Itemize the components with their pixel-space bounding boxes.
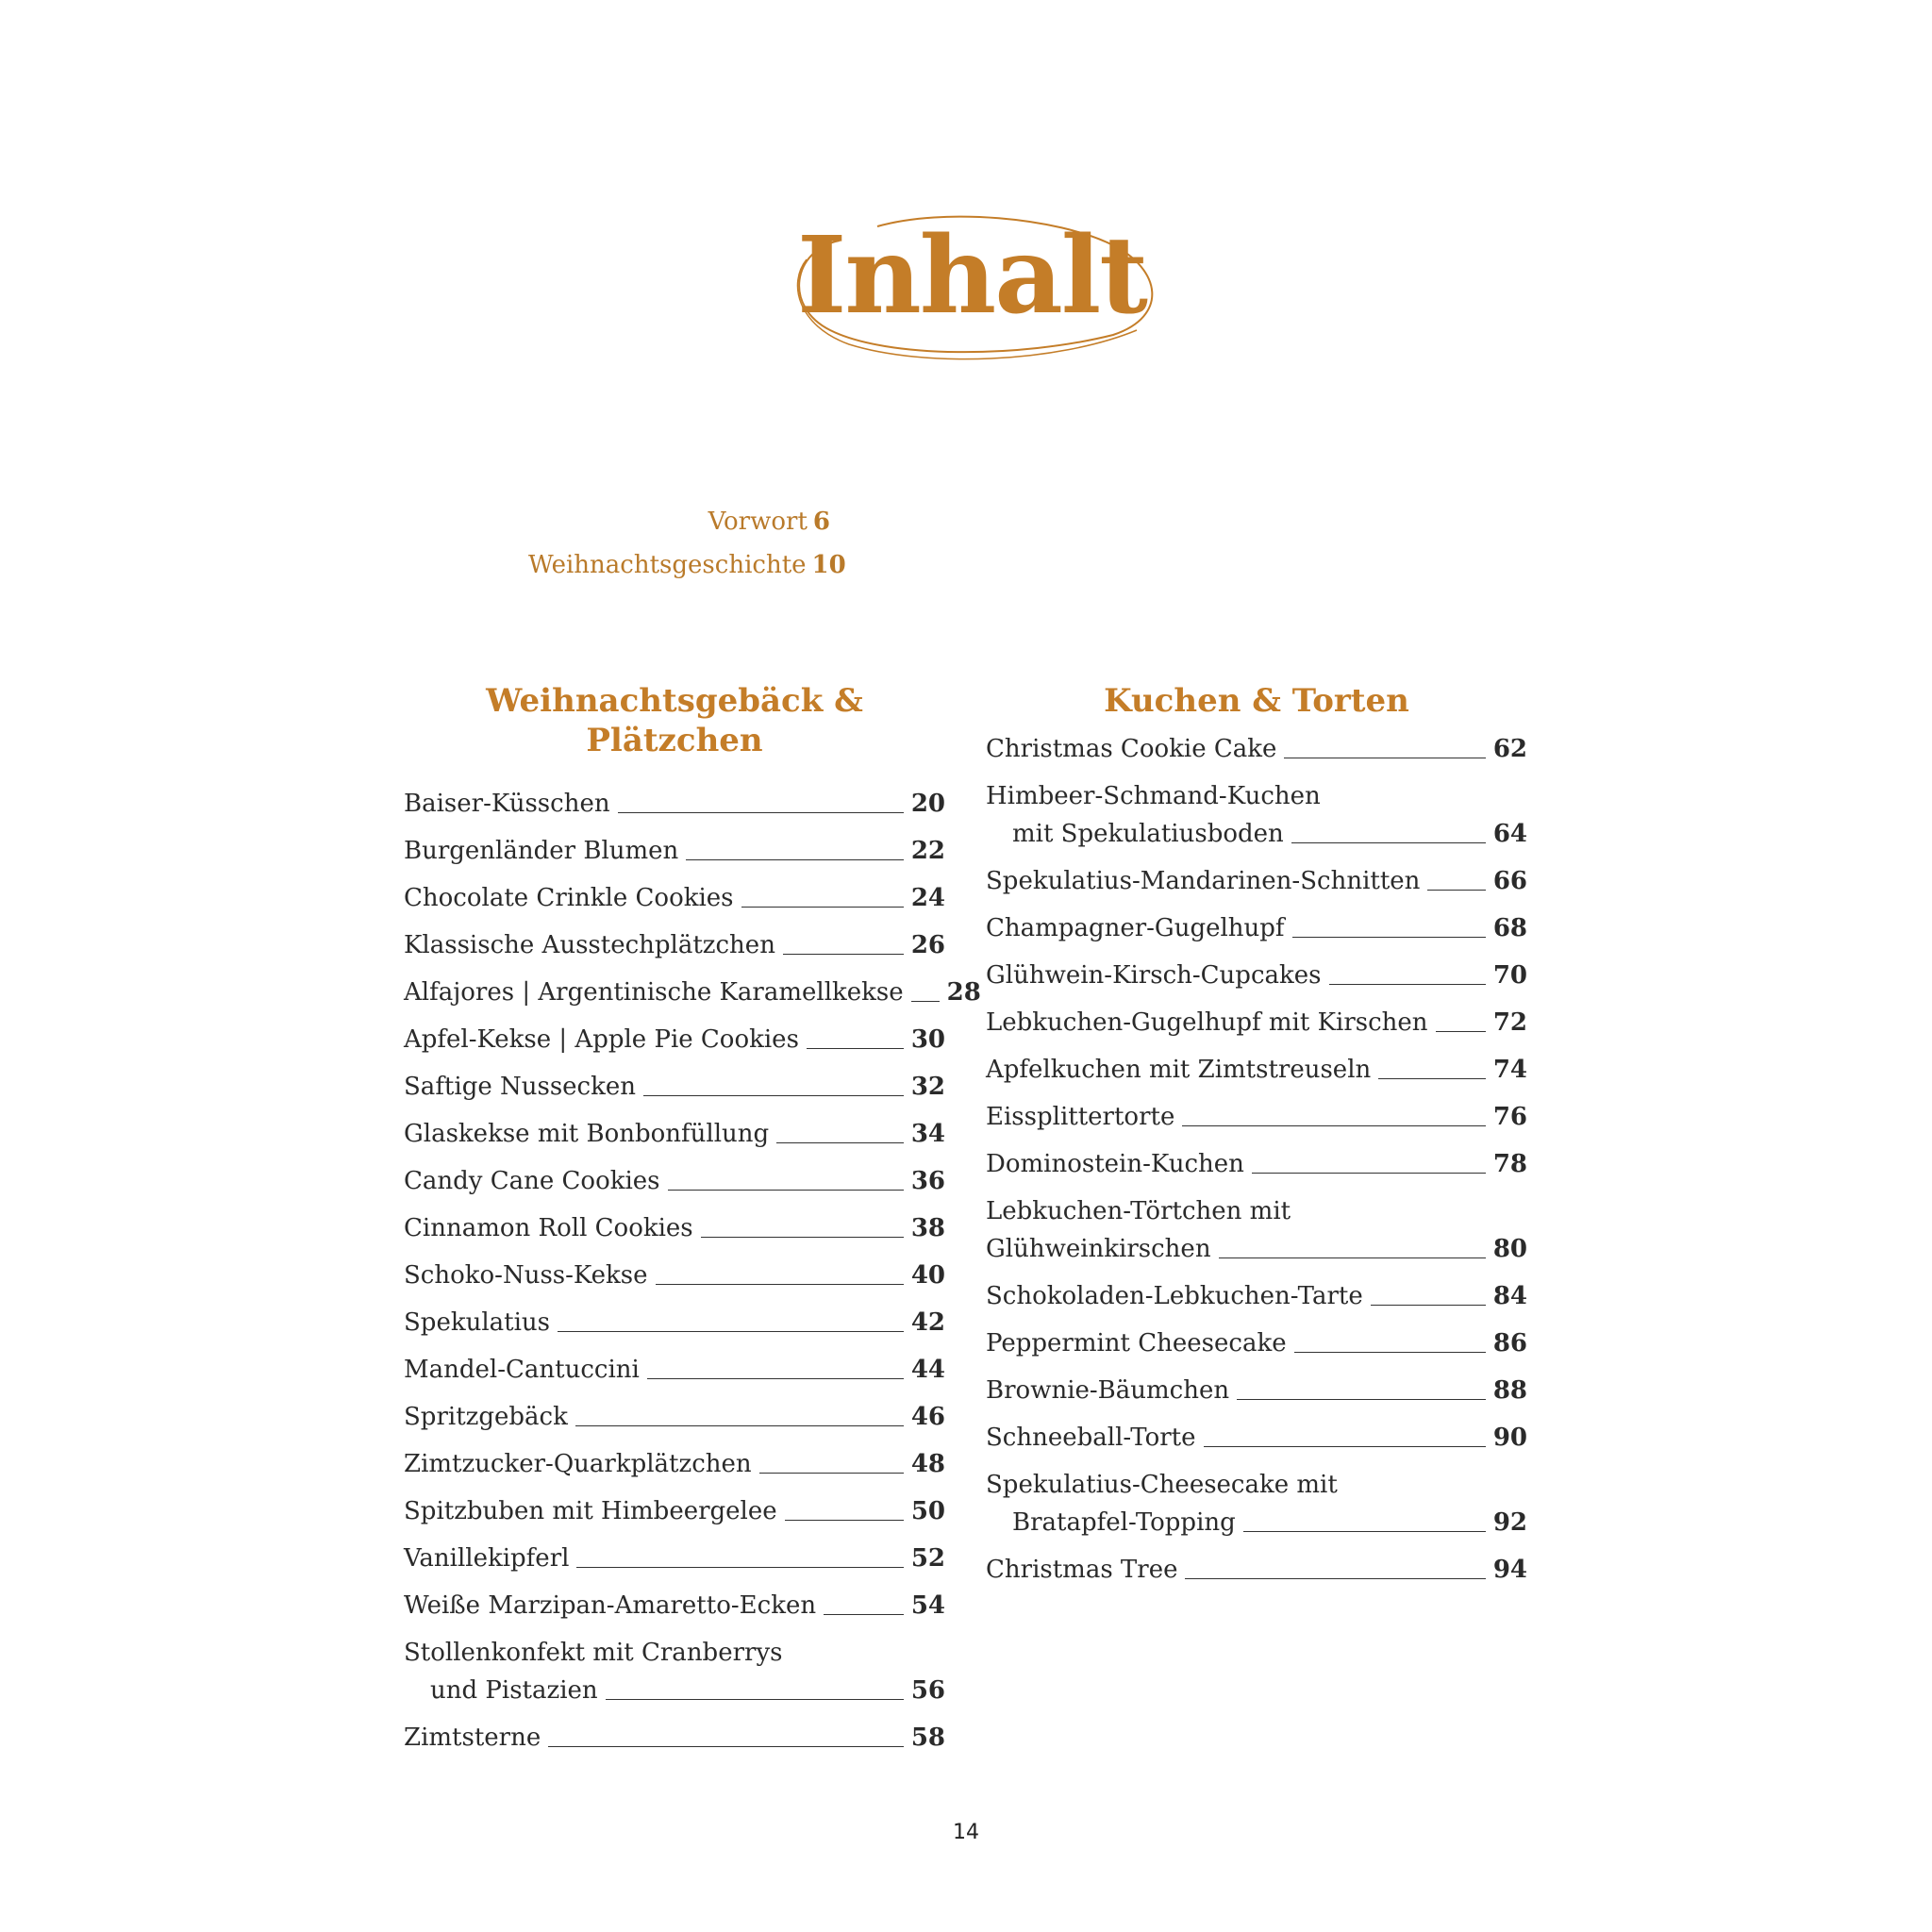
toc-entry-page: 78 bbox=[1492, 1150, 1527, 1178]
toc-entry-label-continued: mit Spekulatiusboden bbox=[1012, 820, 1284, 848]
toc-entry-page: 48 bbox=[910, 1450, 945, 1478]
toc-entry-page: 94 bbox=[1492, 1556, 1527, 1584]
leader-line bbox=[785, 1520, 904, 1521]
toc-entry-page: 26 bbox=[910, 931, 945, 959]
page-number: 14 bbox=[953, 1821, 979, 1844]
toc-entry[interactable] bbox=[404, 1209, 945, 1247]
toc-entry-label: Glaskekse mit Bonbonfüllung bbox=[404, 1120, 770, 1148]
toc-entry-page: 24 bbox=[910, 884, 945, 912]
toc-list bbox=[404, 785, 981, 1757]
toc-entry[interactable] bbox=[404, 1115, 945, 1153]
toc-entry-page: 44 bbox=[910, 1356, 945, 1384]
toc-entry[interactable] bbox=[986, 862, 1527, 900]
toc-entry-page: 70 bbox=[1492, 961, 1527, 990]
toc-entry-label: Spekulatius-Mandarinen-Schnitten bbox=[986, 867, 1421, 895]
intro-item-page: 10 bbox=[811, 551, 846, 579]
toc-entry[interactable] bbox=[404, 1068, 945, 1106]
toc-entry-label: Mandel-Cantuccini bbox=[404, 1356, 640, 1384]
leader-line bbox=[548, 1746, 904, 1747]
toc-entry-page: 36 bbox=[910, 1167, 945, 1195]
toc-entry-label: Christmas Cookie Cake bbox=[986, 735, 1277, 763]
leader-line bbox=[1292, 937, 1486, 938]
toc-entry-line bbox=[986, 1504, 1527, 1541]
leader-line bbox=[1294, 1352, 1486, 1353]
toc-entry[interactable] bbox=[986, 909, 1527, 947]
toc-entry[interactable] bbox=[404, 1162, 945, 1200]
toc-entry-page: 72 bbox=[1492, 1008, 1527, 1037]
toc-entry-page: 74 bbox=[1492, 1056, 1527, 1084]
leader-line bbox=[575, 1425, 904, 1426]
toc-entry[interactable] bbox=[404, 1719, 945, 1757]
toc-entry-label: Burgenländer Blumen bbox=[404, 837, 679, 865]
toc-entry[interactable] bbox=[404, 832, 945, 870]
toc-entry-page: 80 bbox=[1492, 1235, 1527, 1263]
toc-entry-line bbox=[986, 1230, 1527, 1268]
toc-entry-label: Klassische Ausstechplätzchen bbox=[404, 931, 775, 959]
toc-entry-page: 66 bbox=[1492, 867, 1527, 895]
toc-entry-label: Alfajores | Argentinische Karamellkekse bbox=[404, 978, 904, 1007]
toc-list bbox=[986, 730, 1527, 1589]
section-title bbox=[404, 681, 945, 768]
toc-entry-page: 52 bbox=[910, 1544, 945, 1573]
toc-entry-label-continued: Glühweinkirschen bbox=[986, 1235, 1211, 1263]
toc-entry[interactable] bbox=[404, 1492, 945, 1530]
toc-entry-line bbox=[986, 815, 1527, 853]
toc-entry[interactable] bbox=[404, 879, 945, 917]
intro-item-label: Weihnachtsgeschichte bbox=[528, 551, 807, 579]
toc-entry-page: 58 bbox=[910, 1724, 945, 1752]
toc-entry[interactable] bbox=[986, 730, 1527, 768]
toc-entry-page: 20 bbox=[910, 790, 945, 818]
toc-entry[interactable] bbox=[404, 1634, 945, 1709]
toc-entry-label: Lebkuchen-Törtchen mit bbox=[986, 1197, 1291, 1225]
toc-entry[interactable] bbox=[986, 1004, 1527, 1041]
toc-entry-label: Lebkuchen-Gugelhupf mit Kirschen bbox=[986, 1008, 1428, 1037]
toc-entry[interactable] bbox=[986, 1192, 1527, 1268]
leader-line bbox=[1291, 842, 1486, 843]
toc-entry-page: 64 bbox=[1492, 820, 1527, 848]
toc-entry[interactable] bbox=[404, 1587, 945, 1624]
toc-entry-label: Cinnamon Roll Cookies bbox=[404, 1214, 693, 1242]
toc-entry-label: Glühwein-Kirsch-Cupcakes bbox=[986, 961, 1322, 990]
toc-entry-page: 22 bbox=[910, 837, 945, 865]
toc-entry[interactable] bbox=[404, 974, 981, 1011]
toc-entry-label: Schneeball-Torte bbox=[986, 1424, 1196, 1452]
page-title bbox=[774, 203, 1170, 363]
toc-entry[interactable] bbox=[986, 1466, 1527, 1541]
leader-line bbox=[1252, 1173, 1486, 1174]
leader-line bbox=[686, 859, 904, 860]
toc-entry-label: Spekulatius-Cheesecake mit bbox=[986, 1471, 1338, 1499]
toc-entry-label: Spritzgebäck bbox=[404, 1403, 568, 1431]
toc-entry-label: Apfel-Kekse | Apple Pie Cookies bbox=[404, 1025, 799, 1054]
section-weihnachtsgebaeck bbox=[404, 681, 981, 1766]
toc-entry-label: Schokoladen-Lebkuchen-Tarte bbox=[986, 1282, 1363, 1310]
leader-line bbox=[1182, 1125, 1485, 1126]
toc-entry-label: Weiße Marzipan-Amaretto-Ecken bbox=[404, 1591, 817, 1620]
toc-entry-page: 50 bbox=[910, 1497, 945, 1525]
leader-line bbox=[1329, 984, 1486, 985]
toc-entry-page: 56 bbox=[910, 1676, 945, 1705]
toc-entry-label: Himbeer-Schmand-Kuchen bbox=[986, 782, 1321, 810]
intro-item-vorwort[interactable] bbox=[528, 500, 830, 543]
leader-line bbox=[741, 907, 904, 908]
toc-entry-page: 86 bbox=[1492, 1329, 1527, 1357]
toc-entry-label: Saftige Nussecken bbox=[404, 1073, 637, 1101]
section-title bbox=[986, 681, 1527, 721]
toc-entry-page: 88 bbox=[1492, 1376, 1527, 1405]
section-kuchen-torten bbox=[986, 681, 1527, 1598]
toc-entry-page: 32 bbox=[910, 1073, 945, 1101]
toc-entry-label: Spekulatius bbox=[404, 1308, 551, 1337]
toc-entry[interactable] bbox=[986, 1419, 1527, 1457]
leader-line bbox=[783, 954, 904, 955]
leader-line bbox=[618, 812, 904, 813]
toc-entry[interactable] bbox=[404, 1351, 945, 1389]
leader-line bbox=[606, 1699, 904, 1700]
toc-entry-label: Zimtsterne bbox=[404, 1724, 541, 1752]
toc-entry-label: Candy Cane Cookies bbox=[404, 1167, 660, 1195]
toc-entry-label: Spitzbuben mit Himbeergelee bbox=[404, 1497, 777, 1525]
leader-line bbox=[1378, 1078, 1486, 1079]
title-text: Inhalt bbox=[796, 214, 1147, 338]
toc-entry-label: Vanillekipferl bbox=[404, 1544, 570, 1573]
toc-entry[interactable] bbox=[404, 785, 945, 823]
toc-entry-page: 46 bbox=[910, 1403, 945, 1431]
intro-item-page: 6 bbox=[812, 508, 830, 536]
toc-entry-page: 92 bbox=[1492, 1508, 1527, 1537]
intro-links bbox=[528, 500, 846, 587]
toc-entry-page: 54 bbox=[910, 1591, 945, 1620]
toc-entry-line bbox=[404, 1672, 945, 1709]
toc-entry[interactable] bbox=[986, 1098, 1527, 1136]
leader-line bbox=[1436, 1031, 1486, 1032]
leader-line bbox=[643, 1095, 904, 1096]
intro-item-label: Vorwort bbox=[708, 508, 808, 536]
leader-line bbox=[1185, 1578, 1485, 1579]
toc-entry[interactable] bbox=[986, 1145, 1527, 1183]
toc-entry[interactable] bbox=[404, 926, 945, 964]
toc-entry-label-continued: und Pistazien bbox=[430, 1676, 598, 1705]
toc-entry-label-continued: Bratapfel-Topping bbox=[1012, 1508, 1236, 1537]
toc-entry-page: 34 bbox=[910, 1120, 945, 1148]
toc-entry-label: Chocolate Crinkle Cookies bbox=[404, 884, 734, 912]
toc-entry-label: Eissplittertorte bbox=[986, 1103, 1175, 1131]
leader-line bbox=[776, 1142, 904, 1143]
toc-entry-page: 68 bbox=[1492, 914, 1527, 942]
section-title-line: Weihnachtsgebäck & bbox=[486, 682, 863, 720]
toc-entry-label: Schoko-Nuss-Kekse bbox=[404, 1261, 648, 1290]
toc-entry-label: Dominostein-Kuchen bbox=[986, 1150, 1244, 1178]
leader-line bbox=[647, 1378, 904, 1379]
toc-entry-label: Peppermint Cheesecake bbox=[986, 1329, 1287, 1357]
leader-line bbox=[656, 1284, 904, 1285]
toc-entry-page: 38 bbox=[910, 1214, 945, 1242]
toc-entry-page: 90 bbox=[1492, 1424, 1527, 1452]
section-title-line: Plätzchen bbox=[586, 722, 763, 759]
leader-line bbox=[1371, 1305, 1486, 1306]
toc-entry-label: Apfelkuchen mit Zimtstreuseln bbox=[986, 1056, 1372, 1084]
toc-entry-label: Champagner-Gugelhupf bbox=[986, 914, 1285, 942]
toc-entry[interactable] bbox=[986, 1324, 1527, 1362]
section-title-line: Kuchen & Torten bbox=[1104, 682, 1409, 720]
toc-entry-page: 28 bbox=[946, 978, 981, 1007]
toc-entry[interactable] bbox=[404, 1398, 945, 1436]
toc-entry[interactable] bbox=[404, 1304, 945, 1341]
leader-line bbox=[1243, 1531, 1486, 1532]
leader-line bbox=[911, 1001, 940, 1002]
toc-entry-page: 40 bbox=[910, 1261, 945, 1290]
toc-entry-label: Brownie-Bäumchen bbox=[986, 1376, 1230, 1405]
leader-line bbox=[558, 1331, 904, 1332]
toc-entry-page: 76 bbox=[1492, 1103, 1527, 1131]
leader-line bbox=[1204, 1446, 1486, 1447]
toc-entry[interactable] bbox=[404, 1445, 945, 1483]
toc-entry-label: Zimtzucker-Quarkplätzchen bbox=[404, 1450, 752, 1478]
leader-line bbox=[576, 1567, 903, 1568]
toc-entry-page: 42 bbox=[910, 1308, 945, 1337]
toc-entry[interactable] bbox=[986, 777, 1527, 853]
leader-line bbox=[1237, 1399, 1486, 1400]
toc-entry[interactable] bbox=[986, 957, 1527, 994]
leader-line bbox=[701, 1237, 904, 1238]
toc-entry-page: 62 bbox=[1492, 735, 1527, 763]
toc-entry[interactable] bbox=[986, 1051, 1527, 1089]
intro-item-weihnachtsgeschichte[interactable] bbox=[528, 543, 846, 587]
leader-line bbox=[1427, 890, 1485, 891]
toc-entry[interactable] bbox=[404, 1540, 945, 1577]
toc-entry[interactable] bbox=[404, 1257, 945, 1294]
leader-line bbox=[668, 1190, 904, 1191]
toc-entry-page: 30 bbox=[910, 1025, 945, 1054]
toc-entry[interactable] bbox=[986, 1277, 1527, 1315]
toc-entry-label: Baiser-Küsschen bbox=[404, 790, 610, 818]
toc-entry[interactable] bbox=[404, 1021, 945, 1058]
leader-line bbox=[824, 1614, 904, 1615]
toc-entry-label: Stollenkonfekt mit Cranberrys bbox=[404, 1639, 783, 1667]
toc-entry[interactable] bbox=[986, 1551, 1527, 1589]
leader-line bbox=[759, 1473, 904, 1474]
toc-entry[interactable] bbox=[986, 1372, 1527, 1409]
leader-line bbox=[1219, 1257, 1486, 1258]
toc-entry-page: 84 bbox=[1492, 1282, 1527, 1310]
toc-entry-label: Christmas Tree bbox=[986, 1556, 1178, 1584]
leader-line bbox=[807, 1048, 904, 1049]
